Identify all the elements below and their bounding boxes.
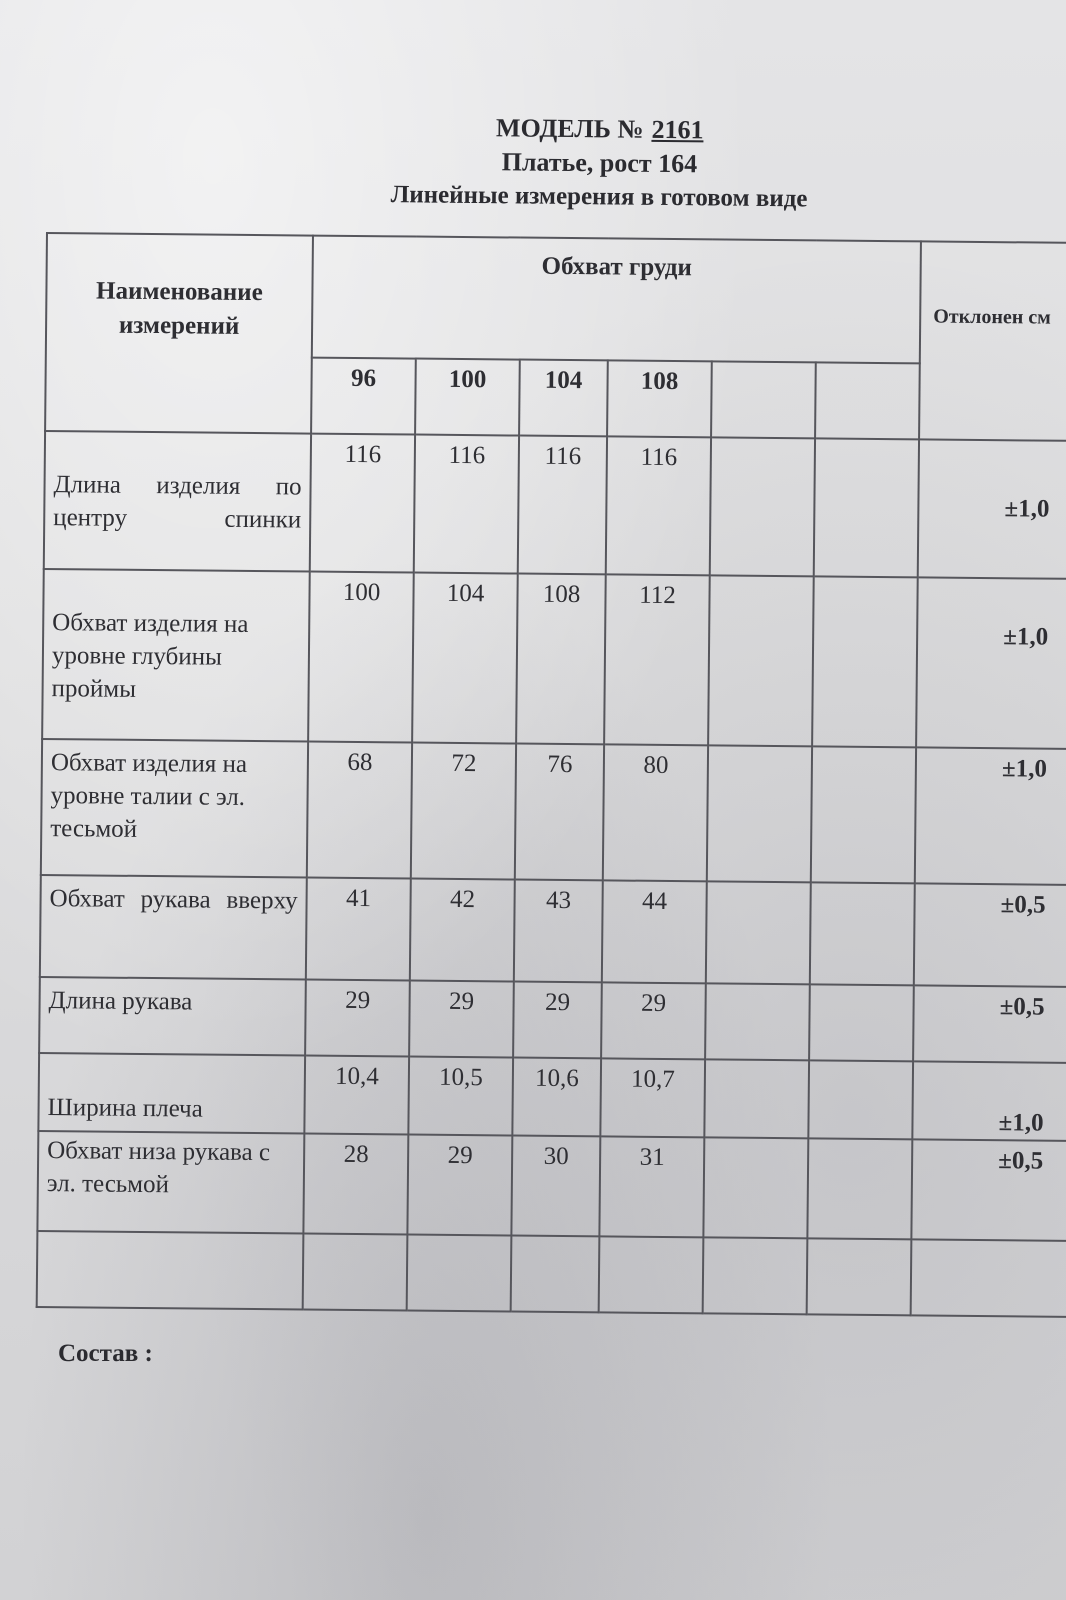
table-row [40, 875, 1066, 987]
value-cell: 30 [511, 1136, 600, 1237]
model-label: МОДЕЛЬ № [495, 113, 644, 144]
row-label-text: Обхват рукава вверху [49, 885, 298, 915]
size-cell [815, 362, 920, 439]
measurements-sheet [36, 232, 1066, 1322]
tolerance-cell: ±0,5 [913, 985, 1066, 1063]
value-cell: 104 [412, 573, 518, 744]
value-cell: 42 [410, 879, 515, 982]
size-cell: 108 [607, 360, 712, 437]
value-cell [706, 881, 811, 984]
composition-label: Состав : [58, 1340, 153, 1367]
value-cell: 44 [602, 880, 707, 983]
value-cell [812, 576, 918, 747]
value-cell: 116 [414, 435, 519, 574]
value-cell: 68 [307, 742, 412, 879]
size-cell: 104 [519, 360, 608, 437]
value-cell [705, 983, 810, 1060]
value-cell: 29 [305, 980, 410, 1057]
value-cell: 10,5 [408, 1057, 513, 1136]
table-row [44, 431, 1066, 579]
value-cell [811, 746, 916, 883]
value-cell [708, 575, 814, 746]
table-row [39, 977, 1066, 1063]
deviation-header-text: Отклонен см [933, 305, 1051, 329]
column-header-deviation [919, 241, 1066, 441]
value-cell [707, 745, 812, 882]
table-row [37, 1131, 1066, 1241]
value-cell: 29 [409, 981, 514, 1058]
row-label [37, 1231, 304, 1310]
size-cell: 100 [415, 359, 520, 436]
value-cell [807, 1138, 912, 1239]
table-row-empty [37, 1231, 1066, 1317]
value-cell: 43 [514, 880, 603, 983]
value-cell [703, 1137, 808, 1238]
document-header [0, 106, 1066, 221]
value-cell [809, 984, 914, 1061]
table-row [41, 739, 1066, 885]
value-cell: 29 [407, 1135, 512, 1236]
table-row [42, 569, 1066, 749]
value-cell: 108 [516, 574, 606, 745]
row-label [44, 431, 311, 572]
value-cell: 116 [606, 436, 711, 575]
tolerance-cell: ±1,0 [912, 1061, 1066, 1141]
row-label: Обхват низа рукава с эл. тесьмой [37, 1131, 304, 1234]
value-cell: 100 [308, 572, 414, 743]
row-label-text: Длина изделия по центру спинки [53, 471, 302, 534]
row-label: Длина рукава [39, 977, 306, 1056]
value-cell: 112 [604, 574, 710, 745]
tolerance-cell [911, 1239, 1066, 1317]
value-cell: 10,7 [600, 1058, 705, 1137]
tolerance-cell: ±1,0 [915, 747, 1066, 885]
value-cell [810, 882, 915, 985]
value-cell [814, 438, 919, 577]
value-cell [511, 1236, 600, 1313]
value-cell: 41 [306, 878, 411, 981]
value-cell: 116 [310, 434, 415, 573]
value-cell [710, 437, 815, 576]
table-header-row [46, 233, 1066, 365]
value-cell [704, 1059, 809, 1138]
value-cell: 29 [601, 982, 706, 1059]
value-cell [703, 1237, 808, 1314]
value-cell: 76 [515, 744, 604, 881]
value-cell [303, 1234, 408, 1311]
value-cell: 116 [518, 436, 607, 575]
document-subtitle: Платье, рост 164 [501, 147, 698, 179]
value-cell [599, 1236, 704, 1313]
document-description: Линейные измерения в готовом виде [390, 181, 808, 213]
model-number: 2161 [651, 114, 704, 145]
value-cell: 31 [599, 1136, 704, 1237]
value-cell [808, 1060, 913, 1139]
tolerance-cell: ±1,0 [918, 439, 1066, 579]
row-label: Ширина плеча [38, 1053, 305, 1134]
value-cell: 10,6 [512, 1058, 601, 1137]
size-cell [711, 361, 816, 438]
value-cell [407, 1235, 512, 1312]
tolerance-cell: ±0,5 [911, 1139, 1066, 1241]
measurements-table [36, 232, 1066, 1318]
tolerance-cell: ±0,5 [914, 883, 1066, 987]
row-label: Обхват изделия на уровне талии с эл. тесьмой [41, 739, 308, 878]
value-cell: 29 [513, 982, 602, 1059]
value-cell [807, 1238, 912, 1315]
column-header-chest: Обхват груди [312, 236, 921, 364]
table-row [38, 1053, 1066, 1141]
row-label [40, 875, 307, 980]
value-cell: 80 [603, 744, 708, 881]
value-cell: 28 [303, 1134, 408, 1235]
row-label: Обхват изделия на уровне глубины проймы [42, 569, 310, 742]
size-cell: 96 [311, 358, 416, 435]
tolerance-cell: ±1,0 [916, 577, 1066, 749]
value-cell: 10,4 [304, 1056, 409, 1135]
column-header-name: Наименование измерений [45, 233, 313, 434]
value-cell: 72 [411, 743, 516, 880]
